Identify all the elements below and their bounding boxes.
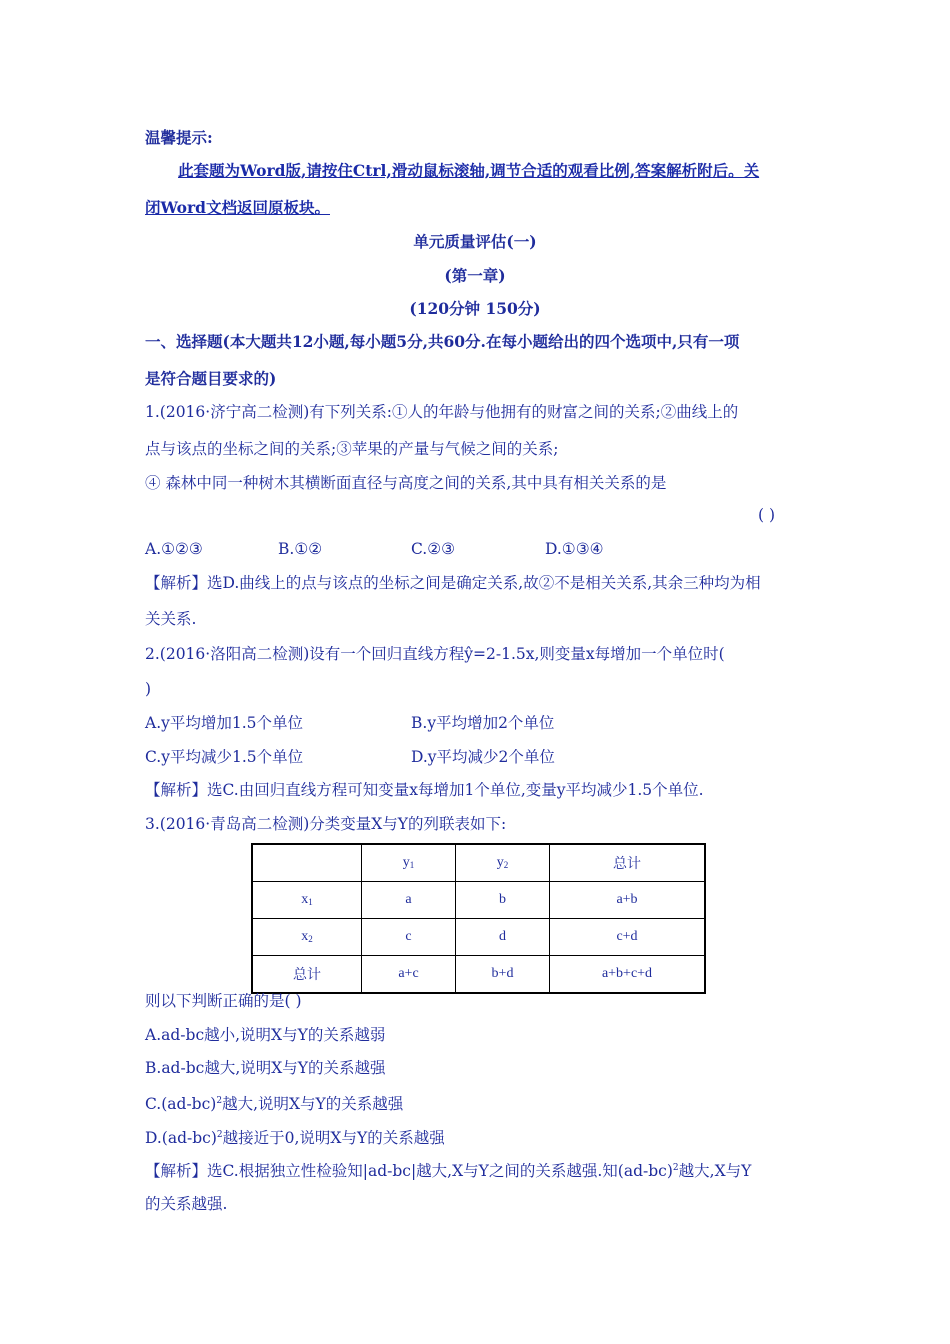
table-header-y1: $y_1$ [362,844,456,882]
table-cell: c [362,919,456,956]
table-cell: a+b+c+d [550,956,706,994]
q1-answer-bracket: ( ) [758,506,776,524]
table-cell: d [456,919,550,956]
table-row-label: $x_2$ [252,919,362,956]
table-cell: a+b [550,882,706,919]
table-cell: b+d [456,956,550,994]
table-header-row [252,844,705,882]
table-row [252,919,705,956]
q1-option-a: A.①②③ [145,540,203,558]
table-cell [252,844,362,882]
q2-option-a: A.y平均增加1.5个单位 [145,714,304,732]
table-row [252,956,705,994]
q1-option-c: C.②③ [411,540,456,558]
q2-option-c: C.y平均减少1.5个单位 [145,748,304,766]
time-score: (120分钟 150分) [409,299,541,318]
q2-analysis: 【解析】选C.由回归直线方程可知变量x每增加1个单位,变量y平均减少1.5个单位. [145,781,704,799]
table-cell: a [362,882,456,919]
q3-analysis-line2: 的关系越强. [145,1195,228,1213]
q2-text-line1: 2.(2016·洛阳高二检测)设有一个回归直线方程ŷ=2-1.5x,则变量x每增加一个单位时( [145,645,725,663]
section-heading-line1: 一、选择题(本大题共12小题,每小题5分,共60分.在每小题给出的四个选项中,只有一项 [145,332,740,351]
q1-analysis-line1: 【解析】选D.曲线上的点与该点的坐标之间是确定关系,故②不是相关关系,其余三种均为相 [145,574,761,592]
page-title: 单元质量评估(一) [413,232,537,251]
q1-text-line3: ④ 森林中同一种树木其横断面直径与高度之间的关系,其中具有相关关系的是 [145,474,667,492]
table-header-total: 总计 [550,844,706,882]
q2-text-line2: ) [145,680,152,698]
q3-prompt: 则以下判断正确的是( ) [145,992,302,1010]
tip-link-line2[interactable]: 闭Word文档返回原板块。 [145,198,330,217]
q3-text-line1: 3.(2016·青岛高二检测)分类变量X与Y的列联表如下: [145,815,507,833]
q3-option-d: $D.(ad-bc)^2$越接近于0,说明X与Y的关系越强 [145,1129,445,1147]
contingency-table [251,843,706,994]
tip-heading: 温馨提示: [145,128,213,147]
q2-option-d: D.y平均减少2个单位 [411,748,555,766]
q1-text-line1: 1.(2016·济宁高二检测)有下列关系:①人的年龄与他拥有的财富之间的关系;②曲线上的 [145,403,739,421]
q3-option-c: $C.(ad-bc)^2$越大,说明X与Y的关系越强 [145,1095,404,1113]
table-cell: c+d [550,919,706,956]
table-cell: b [456,882,550,919]
q1-text-line2: 点与该点的坐标之间的关系;③苹果的产量与气候之间的关系; [145,440,559,458]
table-row-label: $x_1$ [252,882,362,919]
table-cell: a+c [362,956,456,994]
section-heading-line2: 是符合题目要求的) [145,369,277,388]
tip-link-line1[interactable]: 此套题为Word版,请按住Ctrl,滑动鼠标滚轴,调节合适的观看比例,答案解析附后。关 [178,161,760,180]
q2-option-b: B.y平均增加2个单位 [411,714,555,732]
q3-option-b: B.ad-bc越大,说明X与Y的关系越强 [145,1059,386,1077]
chapter-label: (第一章) [444,266,506,285]
q3-option-a: A.ad-bc越小,说明X与Y的关系越弱 [145,1026,386,1044]
table-row [252,882,705,919]
table-header-y2: $y_2$ [456,844,550,882]
q1-option-b: B.①② [278,540,323,558]
q3-analysis-line1: 【解析】选C.根据独立性检验知|ad-bc|越大,X与Y之间的关系越强.知$(ad-bc)^2$越大,X与Y [145,1162,752,1180]
table-row-label: 总计 [252,956,362,994]
q1-analysis-line2: 关关系. [145,610,197,628]
q1-option-d: D.①③④ [545,540,604,558]
